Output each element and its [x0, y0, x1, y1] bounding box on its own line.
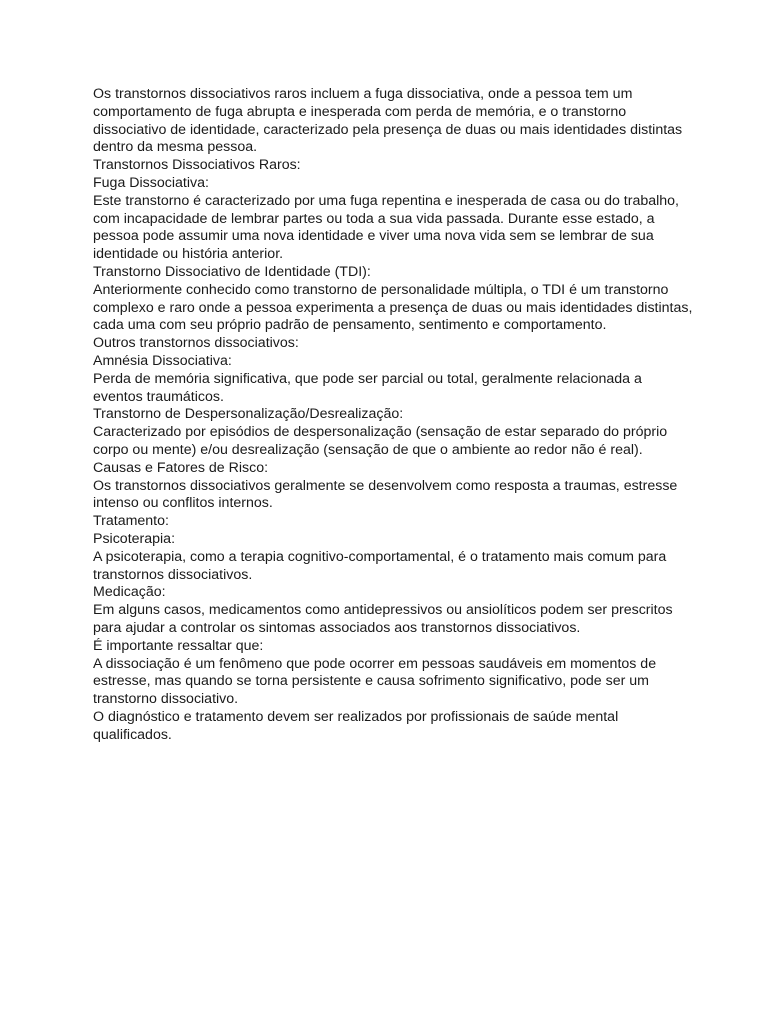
paragraph-diagnosis: O diagnóstico e tratamento devem ser realizados por profissionais de saúde mental qualificados. [93, 708, 619, 743]
heading-psychotherapy: Psicoterapia: [93, 530, 176, 547]
document-body [93, 86, 693, 744]
paragraph-dissociative-amnesia: Perda de memória significativa, que pode ser parcial ou total, geralmente relacionada a eventos traumáticos. [93, 370, 642, 405]
paragraph-causes-risk-factors: Os transtornos dissociativos geralmente se desenvolvem como resposta a traumas, estresse intenso ou conflitos internos. [93, 477, 678, 512]
paragraph-important-note: A dissociação é um fenômeno que pode ocorrer em pessoas saudáveis em momentos de estresse, mas quando se torna persistente e causa sofrimento significativo, pode ser um transtorno dissociativo. [93, 655, 657, 708]
heading-depersonalization: Transtorno de Despersonalização/Desrealização: [93, 406, 404, 423]
intro-paragraph: Os transtornos dissociativos raros incluem a fuga dissociativa, onde a pessoa tem um comportamento de fuga abrupta e inesperada com perda de memória, e o transtorno dissociativo de identidade, caracterizado pela presença de duas ou mais identidades distintas dentro da mesma pessoa. [93, 86, 683, 156]
paragraph-psychotherapy: A psicoterapia, como a terapia cognitivo-comportamental, é o tratamento mais comum para transtornos dissociativos. [93, 548, 667, 583]
heading-rare-disorders: Transtornos Dissociativos Raros: [93, 157, 301, 174]
paragraph-medication: Em alguns casos, medicamentos como antidepressivos ou ansiolíticos podem ser prescritos para ajudar a controlar os sintomas associados aos transtornos dissociativos. [93, 602, 673, 636]
heading-causes-risk-factors: Causas e Fatores de Risco: [93, 459, 269, 476]
heading-treatment: Tratamento: [93, 513, 169, 530]
heading-important-note: É importante ressaltar que: [93, 637, 264, 654]
heading-dissociative-amnesia: Amnésia Dissociativa: [93, 352, 232, 369]
heading-medication: Medicação: [93, 584, 166, 601]
paragraph-dissociative-identity-disorder: Anteriormente conhecido como transtorno de personalidade múltipla, o TDI é um transtorno complexo e raro onde a pessoa experimenta a presença de duas ou mais identidades distintas, cada uma com seu próprio padrão de pensamento, sentimento e comportamento. [93, 281, 693, 334]
heading-other-disorders: Outros transtornos dissociativos: [93, 335, 299, 352]
heading-dissociative-identity-disorder: Transtorno Dissociativo de Identidade (TDI): [93, 263, 371, 280]
heading-dissociative-fugue: Fuga Dissociativa: [93, 174, 209, 191]
paragraph-dissociative-fugue: Este transtorno é caracterizado por uma fuga repentina e inesperada de casa ou do trabalho, com incapacidade de lembrar partes ou toda a sua vida passada. Durante esse estado, a pessoa pode assumir uma nova identidade e viver uma nova vida sem se lembrar de sua identidade ou história anterior. [93, 192, 680, 263]
paragraph-depersonalization: Caracterizado por episódios de despersonalização (sensação de estar separado do próprio corpo ou mente) e/ou desrealização (sensação de que o ambiente ao redor não é real). [93, 424, 668, 458]
